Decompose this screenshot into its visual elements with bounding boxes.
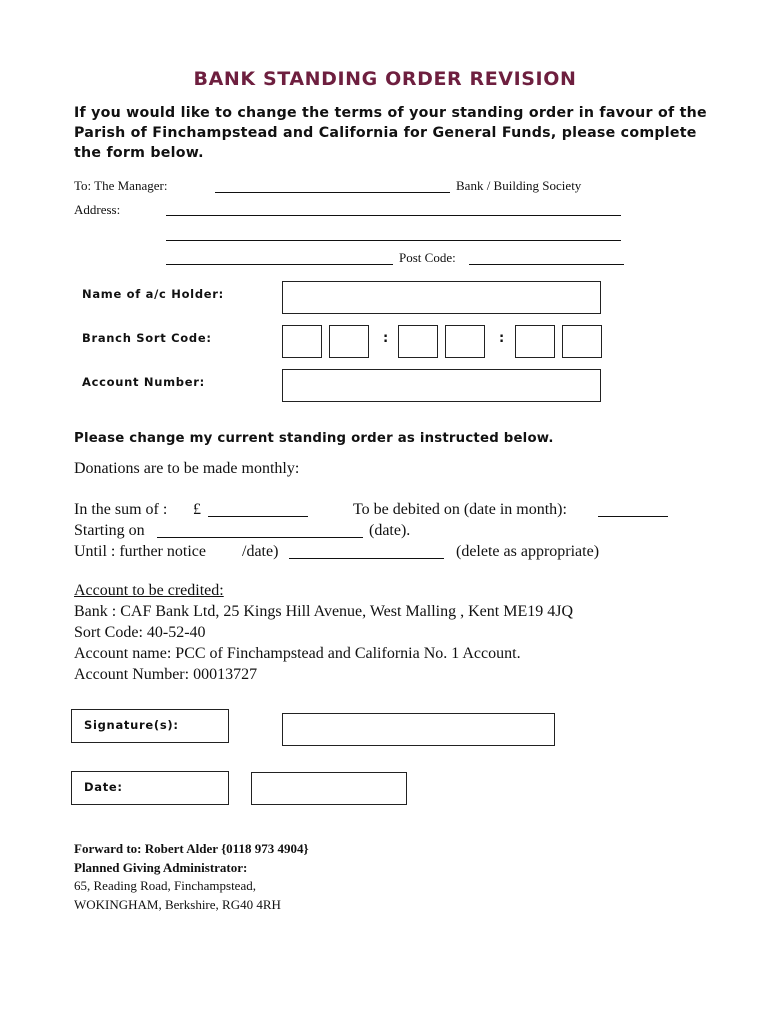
pound-sign: £: [193, 501, 201, 518]
sort-code-label: Branch Sort Code:: [82, 331, 212, 345]
sort-code-digit-3[interactable]: [398, 325, 438, 358]
sort-code-line: Sort Code: 40-52-40: [74, 624, 206, 641]
address-label: Address:: [74, 202, 121, 217]
sort-code-separator-2: :: [499, 331, 505, 346]
debit-date-label: To be debited on (date in month):: [353, 501, 567, 518]
signature-input[interactable]: [282, 713, 555, 746]
bank-line: Bank : CAF Bank Ltd, 25 Kings Hill Avenue, West Malling , Kent ME19 4JQ: [74, 603, 573, 620]
footer-address-2: WOKINGHAM, Berkshire, RG40 4RH: [74, 896, 281, 912]
date-label: Date:: [84, 780, 123, 794]
account-credited-heading: Account to be credited:: [74, 582, 224, 599]
sort-code-digit-6[interactable]: [562, 325, 602, 358]
debit-date-field[interactable]: [598, 516, 668, 517]
post-code-label: Post Code:: [399, 250, 456, 265]
date-alt-label: /date): [242, 543, 279, 560]
account-number-input[interactable]: [282, 369, 601, 402]
date-label-box: [71, 771, 229, 805]
starting-date-field[interactable]: [157, 537, 363, 538]
sort-code-digit-4[interactable]: [445, 325, 485, 358]
starting-on-label: Starting on: [74, 522, 145, 539]
account-name-line: Account name: PCC of Finchampstead and California No. 1 Account.: [74, 645, 521, 662]
footer-forward-to: Forward to: Robert Alder {0118 973 4904}: [74, 841, 309, 856]
signature-label: Signature(s):: [84, 718, 179, 732]
date-suffix: (date).: [369, 522, 411, 539]
sum-field[interactable]: [208, 516, 308, 517]
sort-code-digit-1[interactable]: [282, 325, 322, 358]
to-manager-label: To: The Manager:: [74, 178, 168, 193]
footer-role: Planned Giving Administrator:: [74, 859, 248, 875]
address-line-1[interactable]: [166, 215, 621, 216]
footer-block: [74, 840, 309, 914]
name-holder-input[interactable]: [282, 281, 601, 314]
delete-note: (delete as appropriate): [456, 543, 600, 560]
account-number-line: Account Number: 00013727: [74, 666, 258, 683]
account-number-label: Account Number:: [82, 375, 205, 389]
sort-code-digit-5[interactable]: [515, 325, 555, 358]
page-title: BANK STANDING ORDER REVISION: [193, 68, 577, 90]
sum-label: In the sum of :: [74, 501, 168, 518]
until-label: Until : further notice: [74, 543, 206, 560]
donations-monthly: Donations are to be made monthly:: [74, 460, 300, 477]
date-input[interactable]: [251, 772, 407, 805]
until-date-field[interactable]: [289, 558, 444, 559]
signature-label-box: [71, 709, 229, 743]
sort-code-digit-2[interactable]: [329, 325, 369, 358]
name-holder-label: Name of a/c Holder:: [82, 287, 224, 301]
bank-building-society-label: Bank / Building Society: [456, 178, 582, 193]
sort-code-separator-1: :: [383, 331, 389, 346]
post-code-field[interactable]: [469, 264, 624, 265]
bank-name-field[interactable]: [215, 192, 450, 193]
change-instruction: Please change my current standing order as instructed below.: [74, 431, 554, 446]
address-line-3[interactable]: [166, 264, 393, 265]
intro-text: If you would like to change the terms of your standing order in favour of the Parish of Finchampstead and California for General Funds, please complete the form below.: [74, 105, 707, 161]
footer-address-1: 65, Reading Road, Finchampstead,: [74, 878, 256, 893]
address-line-2[interactable]: [166, 240, 621, 241]
